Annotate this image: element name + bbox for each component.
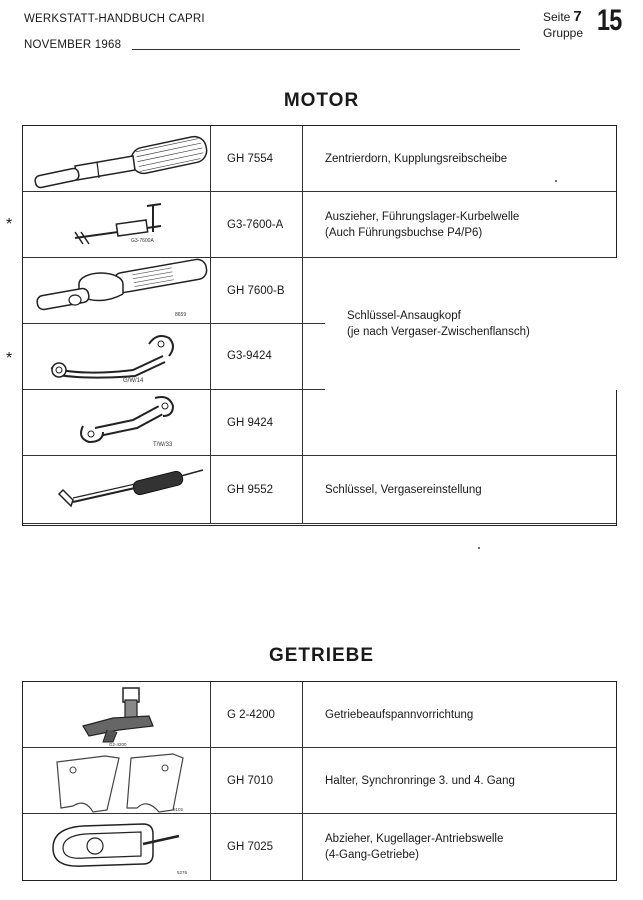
tool-illustration bbox=[23, 456, 211, 523]
tool-illustration bbox=[23, 748, 211, 813]
illustration-label: T/W/33 bbox=[153, 442, 173, 448]
tool-illustration bbox=[23, 814, 211, 880]
tool-illustration bbox=[23, 258, 211, 323]
installation-mandrel-icon bbox=[23, 258, 211, 324]
page-number: 7 bbox=[573, 8, 582, 25]
illustration-label: 9102 bbox=[173, 807, 184, 812]
tool-illustration bbox=[23, 126, 211, 191]
publication-date: NOVEMBER 1968 bbox=[24, 39, 122, 51]
tool-code: G 2-4200 bbox=[211, 682, 303, 747]
header-rule bbox=[132, 49, 520, 50]
table-row bbox=[23, 682, 616, 748]
synchro-ring-holder-icon bbox=[23, 748, 211, 814]
group-number: 15 bbox=[597, 4, 622, 37]
illustration-label: G3-7600A bbox=[131, 238, 154, 244]
tool-code: GH 9424 bbox=[211, 390, 303, 455]
tool-code: GH 7600-B bbox=[211, 258, 303, 323]
section-title-getriebe: GETRIEBE bbox=[268, 645, 375, 666]
tool-description: Halter, Synchronringe 3. und 4. Gang bbox=[325, 774, 515, 787]
illustration-label: G2-4200 bbox=[109, 742, 127, 747]
illustration-label: 8659 bbox=[175, 312, 187, 318]
tool-description: Schlüssel, Vergasereinstellung bbox=[325, 483, 482, 496]
group-label: Gruppe bbox=[543, 26, 584, 40]
tool-description bbox=[303, 390, 616, 455]
table-row bbox=[23, 814, 616, 880]
table-row bbox=[23, 456, 616, 524]
motor-tools-table bbox=[22, 125, 617, 526]
print-speck bbox=[478, 547, 480, 549]
tool-description: Auszieher, Führungslager-Kurbelwelle (Auch Führungsbuchse P4/P6) bbox=[325, 210, 520, 239]
table-row bbox=[23, 126, 616, 192]
handbook-title: WERKSTATT-HANDBUCH CAPRI bbox=[24, 13, 205, 25]
table-row bbox=[23, 390, 616, 456]
ball-bearing-puller-icon bbox=[23, 814, 211, 880]
tool-illustration bbox=[23, 390, 211, 455]
tool-illustration bbox=[23, 682, 211, 747]
illustration-label: 5276 bbox=[177, 870, 188, 875]
tool-code: GH 7010 bbox=[211, 748, 303, 813]
marker-asterisk: * bbox=[6, 216, 13, 233]
centering-mandrel-icon bbox=[23, 126, 211, 192]
tool-code: GH 7554 bbox=[211, 126, 303, 191]
tool-illustration bbox=[23, 192, 211, 257]
section-title-motor: MOTOR bbox=[283, 90, 360, 111]
tool-code: GH 7025 bbox=[211, 814, 303, 880]
tool-description: Zentrierdorn, Kupplungsreibscheibe bbox=[325, 152, 508, 165]
tool-code: G3-7600-A bbox=[211, 192, 303, 257]
page-label: Seite 7 bbox=[543, 8, 582, 25]
tool-description: Getriebeaufspannvorrichtung bbox=[325, 708, 474, 721]
table-row bbox=[23, 748, 616, 814]
table-row bbox=[23, 192, 616, 258]
tool-description-merged: Schlüssel-Ansaugkopf (je nach Vergaser-Zwischenflansch) bbox=[325, 258, 617, 390]
tool-illustration bbox=[23, 324, 211, 389]
tool-code: G3-9424 bbox=[211, 324, 303, 389]
tool-description: Abzieher, Kugellager-Antriebswelle (4-Gang-Getriebe) bbox=[325, 833, 504, 861]
bearing-puller-icon bbox=[23, 192, 211, 258]
marker-asterisk: * bbox=[6, 350, 13, 367]
gearbox-tools-table bbox=[22, 681, 617, 881]
intake-wrench-icon bbox=[23, 390, 211, 456]
carburetor-adjustment-wrench-icon bbox=[23, 456, 211, 524]
tool-code: GH 9552 bbox=[211, 456, 303, 523]
intake-wrench-icon bbox=[23, 324, 211, 390]
gearbox-mounting-fixture-icon bbox=[23, 682, 211, 748]
illustration-label: G/W/14 bbox=[123, 378, 144, 384]
print-speck bbox=[555, 180, 557, 182]
